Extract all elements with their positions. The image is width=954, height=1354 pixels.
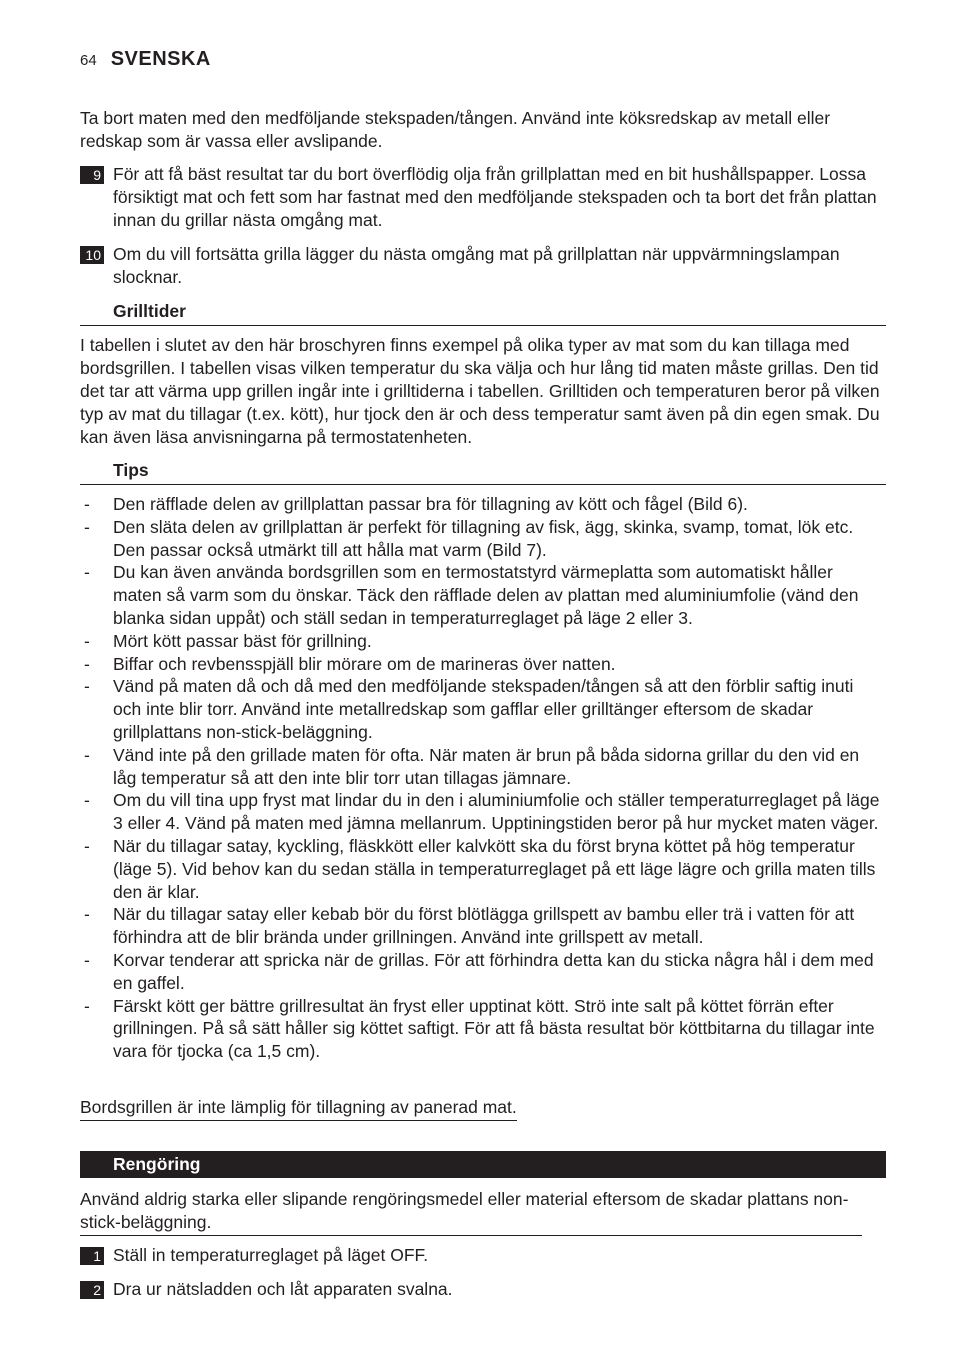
list-dash: - (84, 995, 90, 1016)
list-item (80, 653, 886, 676)
step-text: För att få bäst resultat tar du bort överflödig olja från grillplattan med en bit hushållspapper. Lossa försiktigt mat och fett som har fastnat med den medföljande stekspaden och ta bort det från plattan innan du grillar nästa omgång mat. (113, 164, 877, 230)
tip-text: Biffar och revbensspjäll blir mörare om de marineras över natten. (113, 653, 616, 674)
section-heading-rengoring: Rengöring (80, 1151, 886, 1178)
list-item (80, 789, 886, 835)
list-item (80, 630, 886, 653)
step-number: 9 (80, 166, 104, 184)
list-dash: - (84, 630, 90, 651)
list-dash: - (84, 516, 90, 537)
tip-text: Om du vill tina upp fryst mat lindar du in den i aluminiumfolie och ställer temperaturreglaget på läge 3 eller 4. Vänd på maten med jämna mellanrum. Upptiningstiden beror på hur mycket maten väger. (113, 790, 880, 834)
page-number: 64 (80, 52, 97, 69)
list-dash: - (84, 790, 90, 811)
list-dash: - (84, 949, 90, 970)
language-heading: SVENSKA (110, 48, 211, 70)
grilltider-paragraph: I tabellen i slutet av den här broschyren finns exempel på olika typer av mat som du kan tillaga med bordsgrillen. I tabellen visas vilken temperatur du ska välja och hur lång tid maten måste grillas. Den tid det tar att värma upp grillen ingår inte i grilltiderna i tabellen. Grilltiden och temperaturen beror på vilken typ av mat du tillagar (t.ex. kött), hur tjock den är och dess temperatur samt även på din egen smak. Du kan även läsa anvisningarna på termostatenheten. (80, 335, 880, 447)
step-9 (80, 163, 886, 232)
note-breaded-food: Bordsgrillen är inte lämplig för tillagning av panerad mat. (80, 1096, 517, 1121)
list-dash: - (84, 744, 90, 765)
list-dash: - (84, 494, 90, 514)
list-item (80, 516, 886, 562)
tip-text: Vänd inte på den grillade maten för ofta. När maten är brun på båda sidorna grillar du den vid en låg temperatur så att den inte blir torr utan tillagas jämnare. (113, 744, 860, 788)
list-item (80, 903, 886, 949)
step-text: Ställ in temperaturreglaget på läget OFF. (113, 1245, 429, 1265)
tips-list (80, 493, 886, 1063)
list-item (80, 835, 886, 903)
list-item (80, 949, 886, 995)
list-dash: - (84, 835, 90, 856)
page-header (80, 48, 211, 74)
tip-text: Du kan även använda bordsgrillen som en termostatstyrd värmeplatta som automatiskt håller maten så varm som du önskar. Täck den räfflade delen av plattan med aluminiumfolie (vänd den blanka sidan uppåt) och ställ sedan in temperaturreglaget på läge 2 eller 3. (113, 562, 859, 628)
step-text: Om du vill fortsätta grilla lägger du nästa omgång mat på grillplattan när uppvärmningslampan slocknar. (113, 244, 840, 287)
step-1 (80, 1244, 886, 1267)
tip-text: Korvar tenderar att spricka när de grillas. För att förhindra detta kan du sticka några hål i dem med en gaffel. (113, 949, 874, 993)
list-item (80, 744, 886, 790)
intro-paragraph: Ta bort maten med den medföljande stekspaden/tången. Använd inte köksredskap av metall eller redskap som är vassa eller avslipande. (80, 108, 831, 151)
step-number: 1 (80, 1247, 104, 1265)
step-text: Dra ur nätsladden och låt apparaten svalna. (113, 1279, 453, 1299)
tip-text: Den släta delen av grillplattan är perfekt för tillagning av fisk, ägg, skinka, svamp, tomat, lök etc. Den passar också utmärkt till att hålla mat varm (Bild 7). (113, 516, 854, 560)
list-item (80, 675, 886, 743)
tip-text: Mört kött passar bäst för grillning. (113, 630, 372, 651)
step-2 (80, 1278, 886, 1301)
list-dash: - (84, 653, 90, 674)
list-dash: - (84, 562, 90, 583)
cleaning-warning: Använd aldrig starka eller slipande rengöringsmedel eller material eftersom de skadar plattans non-stick-beläggning. (80, 1188, 862, 1236)
list-item (80, 561, 886, 629)
list-item (80, 493, 886, 516)
list-dash: - (84, 676, 90, 697)
list-item (80, 995, 886, 1063)
step-10 (80, 243, 886, 289)
tip-text: När du tillagar satay eller kebab bör du först blötlägga grillspett av bambu eller trä i vatten för att förhindra att de blir brända under grillningen. Använd inte grillspett av metall. (113, 904, 855, 948)
section-heading-tips: Tips (80, 459, 886, 485)
section-heading-grilltider: Grilltider (80, 300, 886, 326)
tip-text: Den räfflade delen av grillplattan passar bra för tillagning av kött och fågel (Bild 6). (113, 494, 748, 514)
step-number: 2 (80, 1281, 104, 1299)
tip-text: Vänd på maten då och då med den medföljande stekspaden/tången så att den förblir saftig inuti och inte blir torr. Använd inte metallredskap som gafflar eller grilltänger eftersom de skadar grillplattans non-stick-beläggning. (113, 676, 854, 742)
tip-text: När du tillagar satay, kyckling, fläskkött eller kalvkött ska du först bryna köttet på hög temperatur (läge 5). Vid behov kan du sedan ställa in temperaturreglaget på ett läge lägre och grilla maten tills den är klar. (113, 835, 876, 902)
step-number: 10 (80, 246, 104, 264)
list-dash: - (84, 904, 90, 925)
tip-text: Färskt kött ger bättre grillresultat än fryst eller upptinat kött. Strö inte salt på köttet förrän efter grillningen. På så sätt håller sig köttet saftigt. För att få bästa resultat bör köttbitarna du tillagar inte vara för tjocka (ca 1,5 cm). (113, 995, 875, 1062)
